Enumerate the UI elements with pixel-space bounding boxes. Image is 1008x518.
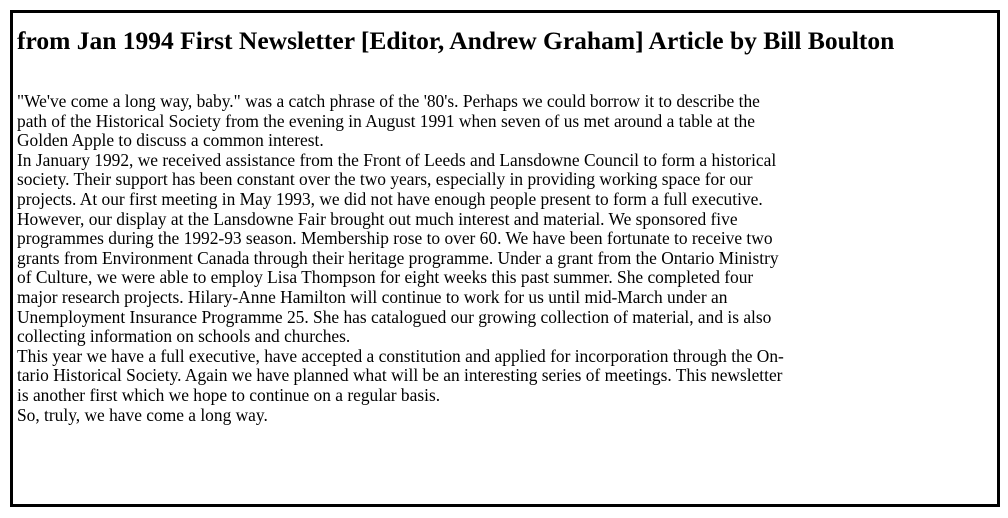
article-line: grants from Environment Canada through their heritage programme. Under a grant from the Ontario Ministry (17, 247, 779, 268)
article-line: "We've come a long way, baby." was a catch phrase of the '80's. Perhaps we could borrow it to describe the (17, 91, 760, 111)
article-line: collecting information on schools and churches. (17, 326, 351, 347)
article-line: So, truly, we have come a long way. (17, 404, 268, 425)
article-line: In January 1992, we received assistance from the Front of Leeds and Lansdowne Council to form a historical (17, 149, 777, 170)
article-line: is another first which we hope to continue on a regular basis. (17, 384, 441, 405)
article-title: from Jan 1994 First Newsletter [Editor, Andrew Graham] Article by Bill Boulton (17, 26, 895, 55)
article-line: of Culture, we were able to employ Lisa Thompson for eight weeks this past summer. She completed four (17, 267, 754, 288)
article-line: programmes during the 1992-93 season. Membership rose to over 60. We have been fortunate to receive two (17, 228, 773, 249)
article-line: society. Their support has been constant over the two years, especially in providing working space for our (17, 169, 753, 190)
article-line: This year we have a full executive, have accepted a constitution and applied for incorporation through the On- (17, 345, 784, 366)
article-line: However, our display at the Lansdowne Fair brought out much interest and material. We sponsored five (17, 208, 738, 229)
article-line: tario Historical Society. Again we have planned what will be an interesting series of meetings. This newsletter (17, 365, 783, 386)
article-line: projects. At our first meeting in May 1993, we did not have enough people present to form a full executive. (17, 188, 763, 209)
article-line: major research projects. Hilary-Anne Hamilton will continue to work for us until mid-March under an (17, 286, 728, 307)
article-body (17, 92, 992, 425)
article-line: Golden Apple to discuss a common interest. (17, 130, 324, 151)
article-line: Unemployment Insurance Programme 25. She has catalogued our growing collection of material, and is also (17, 306, 772, 327)
article-line: path of the Historical Society from the evening in August 1991 when seven of us met around a table at the (17, 110, 755, 131)
